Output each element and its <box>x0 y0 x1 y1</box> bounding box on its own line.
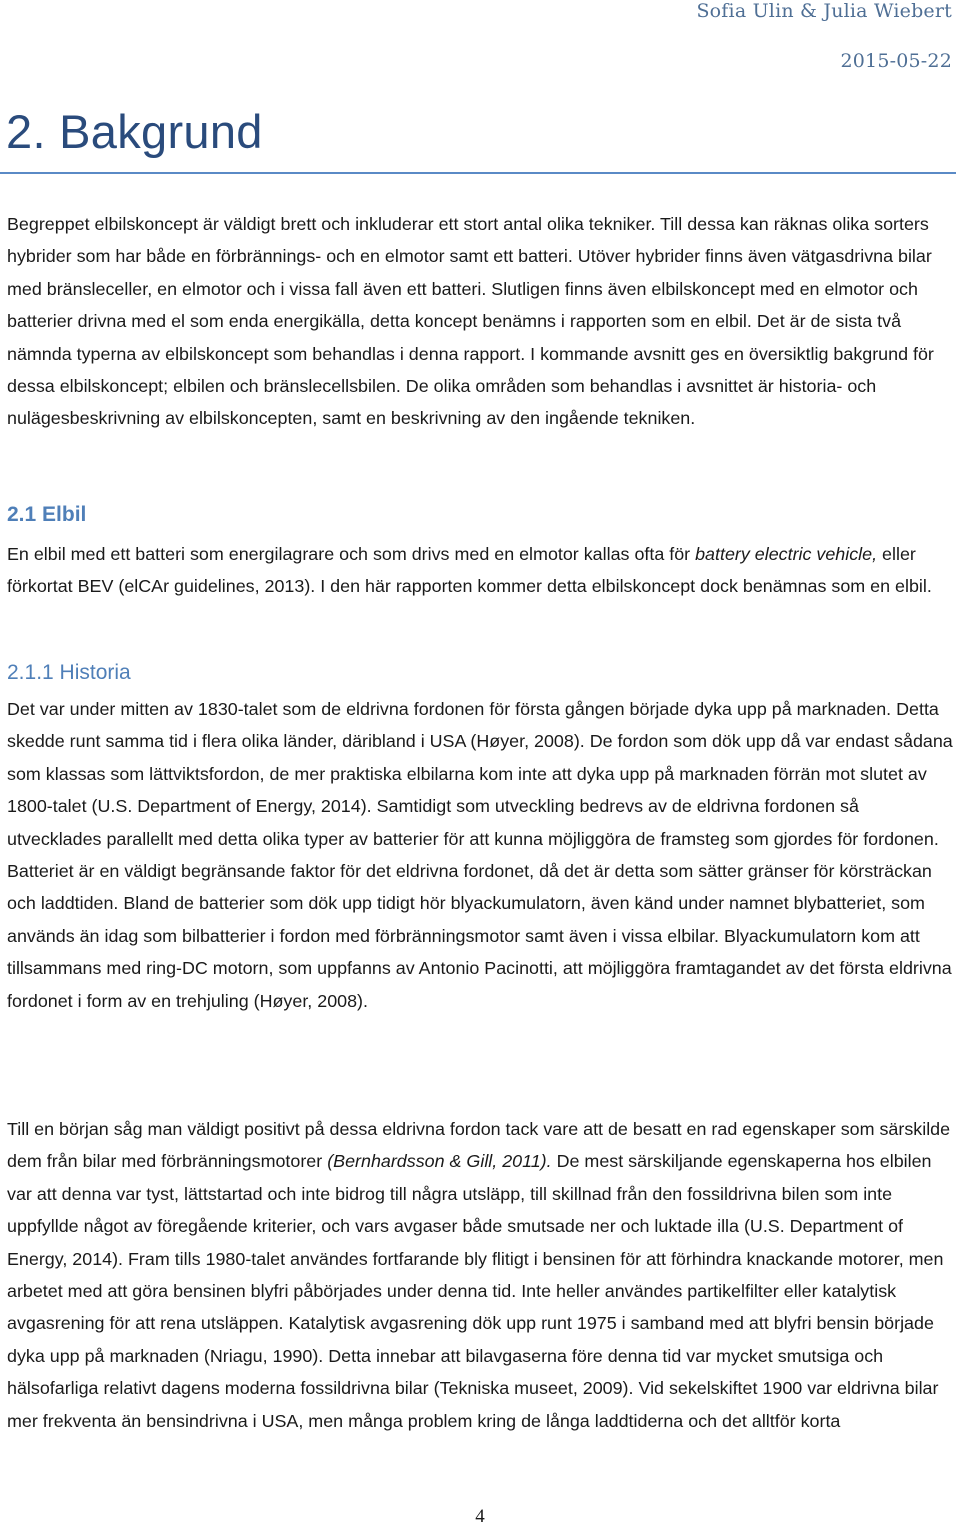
intro-paragraph: Begreppet elbilskoncept är väldigt brett och inkluderar ett stort antal olika tekniker. Till dessa kan räknas olika sorters hybrider som har både en förbrännings- och en elmotor samt ett batteri. Utöver hybrider finns även vätgasdrivna bilar med bränsleceller, en elmotor och i vissa fall även ett batteri. Slutligen finns även elbilskoncept med en elmotor och batterier drivna med el som enda energikälla, detta koncept benämns i rapporten som en elbil. Det är de sista två nämnda typerna av elbilskoncept som behandlas i denna rapport. I kommande avsnitt ges en översiktlig bakgrund för dessa elbilskoncept; elbilen och bränslecellsbilen. De olika områden som behandlas i avsnittet är historia- och nulägesbeskrivning av elbilskoncepten, samt en beskrivning av den ingående tekniken. <box>7 214 934 429</box>
historia-p2-end: De mest särskiljande egenskaperna hos elbilen var att denna var tyst, lättstartad och inte bidrog till några utsläpp, till skillnad från den fossildrivna bilen som inte uppfyllde något av föregående kriterier, och vars avgaser både smutsade ner och luktade illa (U.S. Department of Energy, 2014). Fram tills 1980-talet användes fortfarande bly flitigt i bensinen för att förhindra knackande motorer, men arbetet med att göra bensinen blyfri påbörjades under denna tid. Inte heller användes partikelfilter eller katalytisk avgasrening för att rena utsläppen. Katalytisk avgasrening dök upp runt 1975 i samband med att blyfri bensin började dyka upp på marknaden (Nriagu, 1990). Detta innebar att bilavgaserna före denna tid var mycket smutsiga och hälsofarliga relativt dagens moderna fossildrivna bilar (Tekniska museet, 2009). Vid sekelskiftet 1900 var eldrivna bilar mer frekventa än bensindrivna i USA, men många problem kring de långa laddtiderna och det alltför korta <box>7 1151 944 1431</box>
elbil-text-end: eller förkortat BEV (elCAr guidelines, 2013). I den här rapporten kommer detta elbilskoncept dock benämnas som en elbil. <box>7 544 932 597</box>
elbil-text-start: En elbil med ett batteri som energilagrare och som drivs med en elmotor kallas ofta för <box>7 544 696 564</box>
historia-p2-italic-citation: (Bernhardsson & Gill, 2011). <box>327 1151 552 1172</box>
chapter-title: 2. Bakgrund <box>6 105 263 158</box>
page-number: 4 <box>475 1506 485 1527</box>
historia-p2-start: Till en början såg man väldigt positivt på dessa eldrivna fordon tack vare att de besatt en rad egenskaper som särskilde dem från bilar med förbränningsmotorer <box>7 1119 951 1172</box>
header-authors: Sofia Ulin & Julia Wiebert <box>696 0 952 22</box>
section-heading-elbil: 2.1 Elbil <box>7 503 87 526</box>
elbil-paragraph <box>7 538 957 603</box>
historia-paragraph-2 <box>7 1113 957 1437</box>
subsection-heading-historia: 2.1.1 Historia <box>7 661 131 684</box>
title-divider <box>0 172 956 174</box>
header-date: 2015-05-22 <box>840 50 952 72</box>
elbil-italic-term: battery electric vehicle, <box>695 544 878 564</box>
historia-paragraph-1: Det var under mitten av 1830-talet som de eldrivna fordonen för första gången började dyka upp på marknaden. Detta skedde runt samma tid i flera olika länder, däribland i USA (Høyer, 2008). De fordon som dök upp då var endast sådana som klassas som lättviktsfordon, de mer praktiska elbilarna kom inte att dyka upp på marknaden förrän mot slutet av 1800-talet (U.S. Department of Energy, 2014). Samtidigt som utveckling bedrevs av de eldrivna fordonen så utvecklades parallellt med detta olika typer av batterier för att kunna möjliggöra de framsteg som gjordes för fordonen. Batteriet är en väldigt begränsande faktor för det eldrivna fordonet, då det är detta som sätter gränser för körsträckan och laddtiden. Bland de batterier som dök upp tidigt hör blyackumulatorn, även känd under namnet blybatteriet, som används än idag som bilbatterier i fordon med förbränningsmotor samt även i vissa elbilar. Blyackumulatorn kom att tillsammans med ring-DC motorn, som uppfanns av Antonio Pacinotti, att möjliggöra framtagandet av det första eldrivna fordonet i form av en trehjuling (Høyer, 2008). <box>7 699 953 1011</box>
